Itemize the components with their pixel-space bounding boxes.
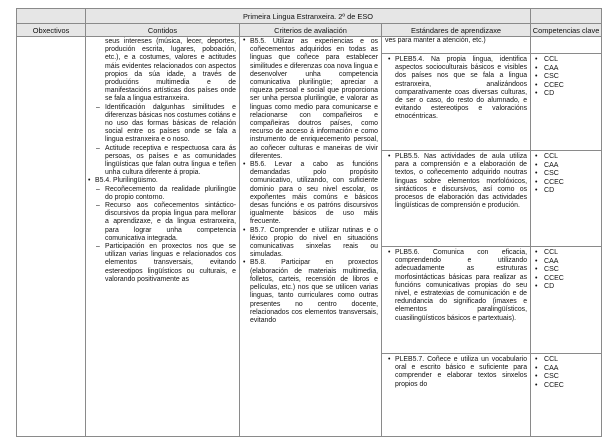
estandar-continuation: ves para manter a atención, etc.)	[385, 37, 486, 44]
competencia-item: • CSC	[535, 373, 601, 382]
competencia-item: • CCEC	[535, 179, 601, 188]
empty-corner-right	[531, 9, 602, 24]
empty-corner	[17, 9, 86, 24]
estandar-text: • PLB5.6. Comunica con eficacia, comprendendo e utilizando adecuadamente as estruturas morfosintácticas básicas para realizar as funcións comunicativas propias do seu nivel, e estratexias de comunicación e de redundancia do significado (imaxes e elementos paralingüísticos, cuasilingüísticos básicos e partextuais).	[385, 249, 527, 323]
contidos-block-title: • B5.4. Plurilingüismo.	[86, 177, 239, 185]
contidos-cell	[86, 37, 240, 437]
estandar-text: • PLEB5.7. Coñece e utiliza un vocabulario oral e escrito básico e suficiente para comprender e elaborar textos sinxelos propios do	[385, 356, 527, 389]
competencia-item: • CSC	[535, 266, 601, 275]
competencias-list	[531, 247, 601, 292]
competencias-group	[531, 53, 601, 150]
contidos-item: – Recurso aos coñecementos sintáctico-discursivos da propia lingua para mellorar a aprendizaxe, e da lingua estranxeira, para lograr unha competencia comunicativa integrada.	[86, 202, 239, 243]
competencia-item: • CSC	[535, 170, 601, 179]
col-header-competencias: Competencias clave	[531, 24, 602, 37]
contidos-item: – Recoñecemento da realidade plurilingüe do propio contorno.	[86, 186, 239, 202]
competencia-item: • CCEC	[535, 82, 601, 91]
competencia-item: • CAA	[535, 365, 601, 374]
estandar-row	[382, 150, 530, 246]
competencia-item: • CAA	[535, 65, 601, 74]
curriculum-page	[16, 8, 602, 437]
column-header-row	[17, 24, 602, 37]
competencia-item: • CSC	[535, 73, 601, 82]
competencias-list	[531, 54, 601, 99]
col-header-contidos: Contidos	[86, 24, 240, 37]
competencia-item: • CCL	[535, 56, 601, 65]
competencia-item: • CD	[535, 283, 601, 292]
content-row	[17, 37, 602, 437]
competencias-spacer	[531, 37, 601, 53]
estandar-text: • PLB5.5. Nas actividades de aula utiliza para a comprensión e a elaboración de textos, o coñecemento adquirido noutras linguas sobre elementos morfolóxicos, sintácticos e discursivos, así como os procesos de elaboración das actividades lingüísticas de comprensión e produción.	[385, 153, 527, 210]
curriculum-table	[16, 8, 602, 437]
contidos-item: – Identificación dalgunhas similitudes e diferenzas básicas nos costumes cotiáns e no uso das formas básicas de relación social entre os países onde se fala a lingua estranxeira e o noso.	[86, 104, 239, 145]
obxectivos-cell	[17, 37, 86, 437]
criterio-item: • B5.7. Comprender e utilizar rutinas e o léxico propio do nivel en situacións comunicativas sinxelas reais ou simuladas.	[240, 227, 381, 260]
col-header-estandares: Estándares de aprendizaxe	[382, 24, 531, 37]
competencia-item: • CCEC	[535, 382, 601, 391]
criterio-item: • B5.5. Utilizar as experiencias e os coñecementos adquiridos en todas as linguas que coñece para establecer similitudes e diferenzas coa nova lingua e desenvolver unha competencia comunicativa plurilingüe; apreciar a riqueza persoal e social que proporciona ser unha persoa plurilingüe, e valorar as linguas como medio para comunicarse e relacionarse con compañeiros e compañeiras doutros países, como recurso de acceso á información e como instrumento de enriquecemento persoal, ao coñecer culturas e maneiras de vivir diferentes.	[240, 37, 381, 161]
contidos-intro: seus intereses (música, lecer, deportes, produción escrita, lugares, poboación, etc.), e a costumes, valores e actitudes máis evidentes relacionados con aspectos propios da súa idade, a través de producións multimedia e de manifestacións artísticas dos países onde se fala a lingua estranxeira.	[105, 38, 236, 103]
contidos-item: – Actitude receptiva e respectuosa cara ás persoas, os países e as comunidades lingüísticas que falan outra lingua e teñen unha cultura diferente á propia.	[86, 145, 239, 178]
estandar-row	[382, 246, 530, 353]
criterio-item: • B5.8. Participar en proxectos (elaboración de materiais multimedia, folletos, carteis, recensión de libros e películas, etc.) nos que se utilicen varias linguas, tanto curriculares como outras presentes no centro docente, relacionados cos elementos transversais, evitando	[240, 259, 381, 325]
competencias-group	[531, 353, 601, 434]
col-header-criterios: Criterios de avaliación	[240, 24, 382, 37]
competencias-group	[531, 150, 601, 246]
estandares-cell	[382, 37, 531, 437]
competencia-item: • CCL	[535, 249, 601, 258]
competencia-item: • CD	[535, 187, 601, 196]
competencias-list	[531, 151, 601, 196]
competencia-item: • CCL	[535, 153, 601, 162]
competencia-item: • CCL	[535, 356, 601, 365]
competencia-item: • CAA	[535, 258, 601, 267]
criterio-item: • B5.6. Levar a cabo as funcións demandadas polo propósito comunicativo, utilizando, con suficiente dominio para o seu nivel escolar, os expoñentes máis comúns e básicos desas funcións e os patróns discursivos igualmente básicos de uso máis frecuente.	[240, 161, 381, 227]
estandar-row	[382, 353, 530, 436]
table-title: Primeira Lingua Estranxeira. 2º de ESO	[86, 9, 531, 24]
competencias-cell	[531, 37, 602, 437]
criterios-cell	[240, 37, 382, 437]
estandar-text: • PLEB5.4. Na propia lingua, identifica aspectos socioculturais básicos e visibles dos países nos que se fala a lingua estranxeira, analizándoos comparativamente coas diversas culturas, de ser o caso, do resto do alumnado, e evitando estereotipos e valoracións etnocéntricas.	[385, 56, 527, 122]
contidos-item: – Participación en proxectos nos que se utilizan varias linguas e relacionados cos elementos transversais, evitando estereotipos lingüísticos ou culturais, e valorando positivamente as	[86, 243, 239, 284]
competencias-list	[531, 354, 601, 390]
competencia-item: • CCEC	[535, 275, 601, 284]
title-row	[17, 9, 602, 24]
competencia-item: • CAA	[535, 162, 601, 171]
estandar-row	[382, 53, 530, 150]
competencia-item: • CD	[535, 90, 601, 99]
col-header-obxectivos: Obxectivos	[17, 24, 86, 37]
competencias-group	[531, 246, 601, 353]
